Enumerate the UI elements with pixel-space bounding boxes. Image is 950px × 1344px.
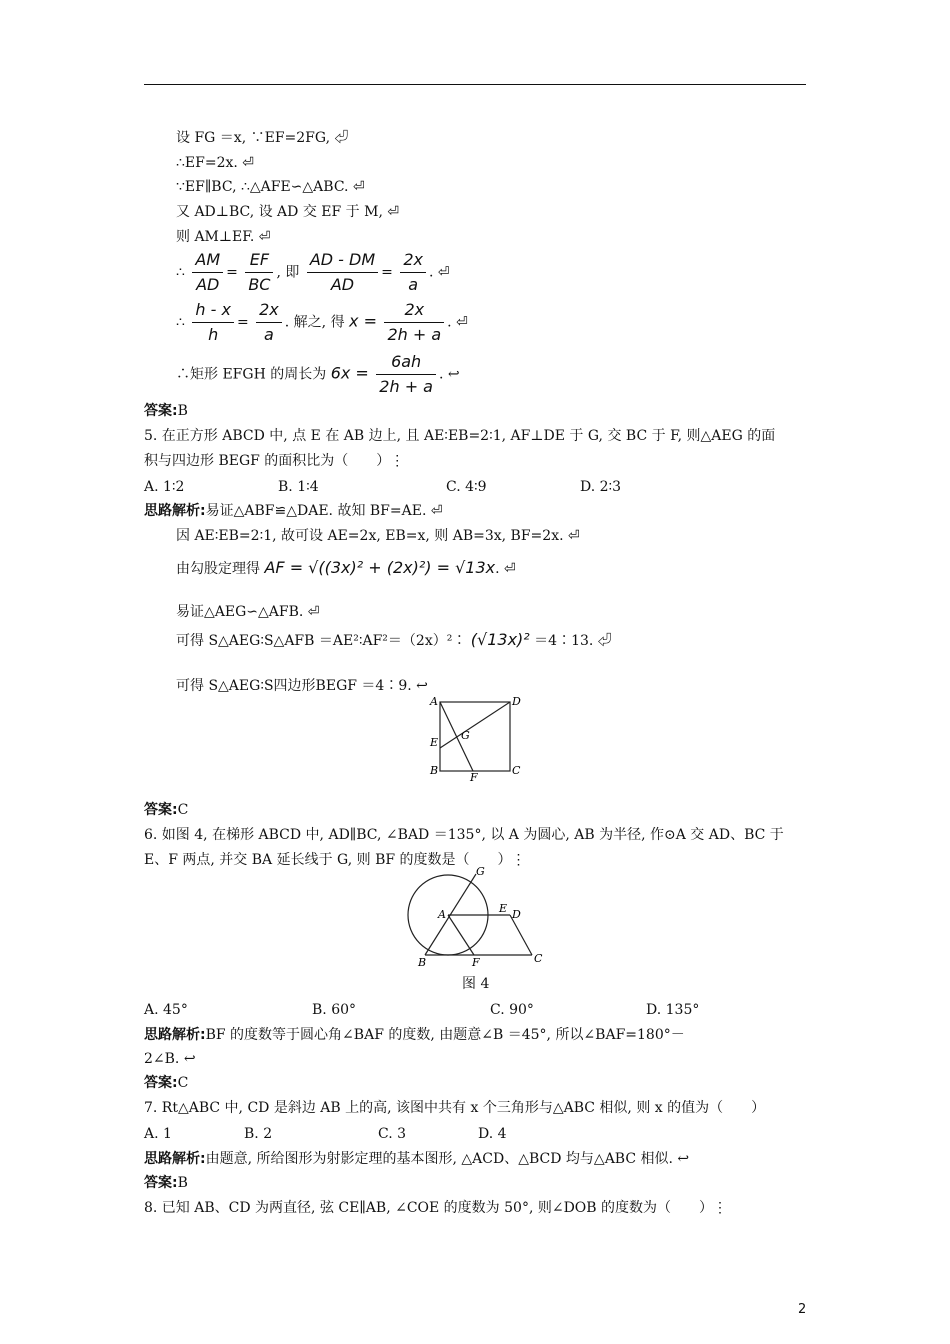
figure-caption: 图 4 (462, 976, 490, 992)
pythagoras-line: 由勾股定理得 AF = √((3x)² + (2x)²) = √13x. ⏎ (176, 558, 516, 577)
solution-line: ∴EF=2x. ⏎ (176, 155, 255, 171)
page-number: 2 (798, 1302, 807, 1317)
perimeter-equation: ∴矩形 EFGH 的周长为 6x = $\frac{6ah}{2h + a}$ . ↩ (176, 352, 460, 396)
analysis-line: 思路解析:易证△ABF≌△DAE. 故知 BF=AE. ⏎ (144, 503, 443, 519)
analysis-line: 可得 S△AEG∶S四边形BEGF ＝4∶9. ↩ (176, 678, 428, 694)
option-a: A. 45° (144, 1002, 188, 1018)
option-c: C. 3 (378, 1126, 407, 1142)
fig5-label: E (430, 736, 439, 749)
square-figure (426, 694, 526, 784)
ratio-equation: ∴ $\frac{AM}{AD}$ = $\frac{EF}{BC}$ , 即 $\frac{AD - DM}{AD}$ = $\frac{2x}{a}$ . ⏎ (176, 250, 450, 294)
answer-line: 答案:C (144, 802, 189, 818)
option-c: C. 90° (490, 1002, 534, 1018)
analysis-line: 易证△AEG∽△AFB. ⏎ (176, 604, 320, 620)
answer-line: 答案:B (144, 403, 188, 419)
fig6-label: G (476, 866, 485, 878)
fig6-label: D (512, 908, 521, 921)
analysis-line: 因 AE∶EB=2∶1, 故可设 AE=2x, EB=x, 则 AB=3x, BF=2x. ⏎ (176, 528, 580, 544)
solution-line: 设 FG ＝x, ∵EF=2FG, ⏎ (176, 130, 349, 146)
question-text: 5. 在正方形 ABCD 中, 点 E 在 AB 边上, 且 AE∶EB=2∶1, AF⊥DE 于 G, 交 BC 于 F, 则△AEG 的面 (144, 428, 776, 444)
analysis-line: 2∠B. ↩ (144, 1051, 196, 1067)
fig6-label: E (499, 902, 508, 915)
fig6-label: B (418, 956, 427, 969)
solve-equation: ∴ $\frac{h - x}{h}$ = $\frac{2x}{a}$ . 解之, 得 x = $\frac{2x}{2h + a}$ . ⏎ (176, 300, 468, 344)
area-ratio-line: 可得 S△AEG∶S△AFB ＝AE²∶AF²＝（2x）²∶ (√13x)² ＝4∶13. ⏎ (176, 630, 612, 649)
fig6-label: C (534, 952, 543, 965)
question-text: 6. 如图 4, 在梯形 ABCD 中, AD∥BC, ∠BAD ＝135°, 以 A 为圆心, AB 为半径, 作⊙A 交 AD、BC 于 (144, 827, 784, 843)
option-b: B. 60° (312, 1002, 357, 1018)
question-text: E、F 两点, 并交 BA 延长线于 G, 则 BF 的度数是（ ）⋮ (144, 852, 526, 868)
fig5-label: A (430, 695, 438, 708)
option-d: D. 135° (646, 1002, 700, 1018)
fig5-label: B (430, 764, 439, 777)
answer-line: 答案:C (144, 1075, 189, 1091)
option-a: A. 1∶2 (144, 479, 185, 495)
option-d: D. 4 (478, 1126, 507, 1142)
question-text: 8. 已知 AB、CD 为两直径, 弦 CE∥AB, ∠COE 的度数为 50°, 则∠DOB 的度数为（ ）⋮ (144, 1200, 728, 1216)
option-b: B. 1∶4 (278, 479, 319, 495)
fig5-label: D (512, 695, 521, 708)
solution-line: ∵EF∥BC, ∴△AFE∽△ABC. ⏎ (176, 179, 365, 195)
fig6-label: A (438, 908, 446, 921)
fig5-label: G (461, 729, 470, 742)
fig5-label: C (512, 764, 521, 777)
option-a: A. 1 (144, 1126, 172, 1142)
solution-line: 又 AD⊥BC, 设 AD 交 EF 于 M, ⏎ (176, 204, 400, 220)
analysis-line: 思路解析:BF 的度数等于圆心角∠BAF 的度数, 由题意∠B ＝45°, 所以∠BAF=180°－ (144, 1027, 685, 1043)
header-rule (144, 84, 806, 85)
option-b: B. 2 (244, 1126, 273, 1142)
question-text: 积与四边形 BEGF 的面积比为（ ）⋮ (144, 453, 405, 469)
fig6-label: F (472, 956, 480, 969)
fig5-label: F (470, 771, 478, 784)
trapezoid-circle-figure (400, 866, 550, 970)
answer-line: 答案:B (144, 1175, 188, 1191)
analysis-line: 思路解析:由题意, 所给图形为射影定理的基本图形, △ACD、△BCD 均与△ABC 相似. ↩ (144, 1151, 690, 1167)
option-d: D. 2∶3 (580, 479, 622, 495)
option-c: C. 4∶9 (446, 479, 487, 495)
question-text: 7. Rt△ABC 中, CD 是斜边 AB 上的高, 该图中共有 x 个三角形与△ABC 相似, 则 x 的值为（ ） (144, 1100, 766, 1116)
solution-line: 则 AM⊥EF. ⏎ (176, 229, 271, 245)
